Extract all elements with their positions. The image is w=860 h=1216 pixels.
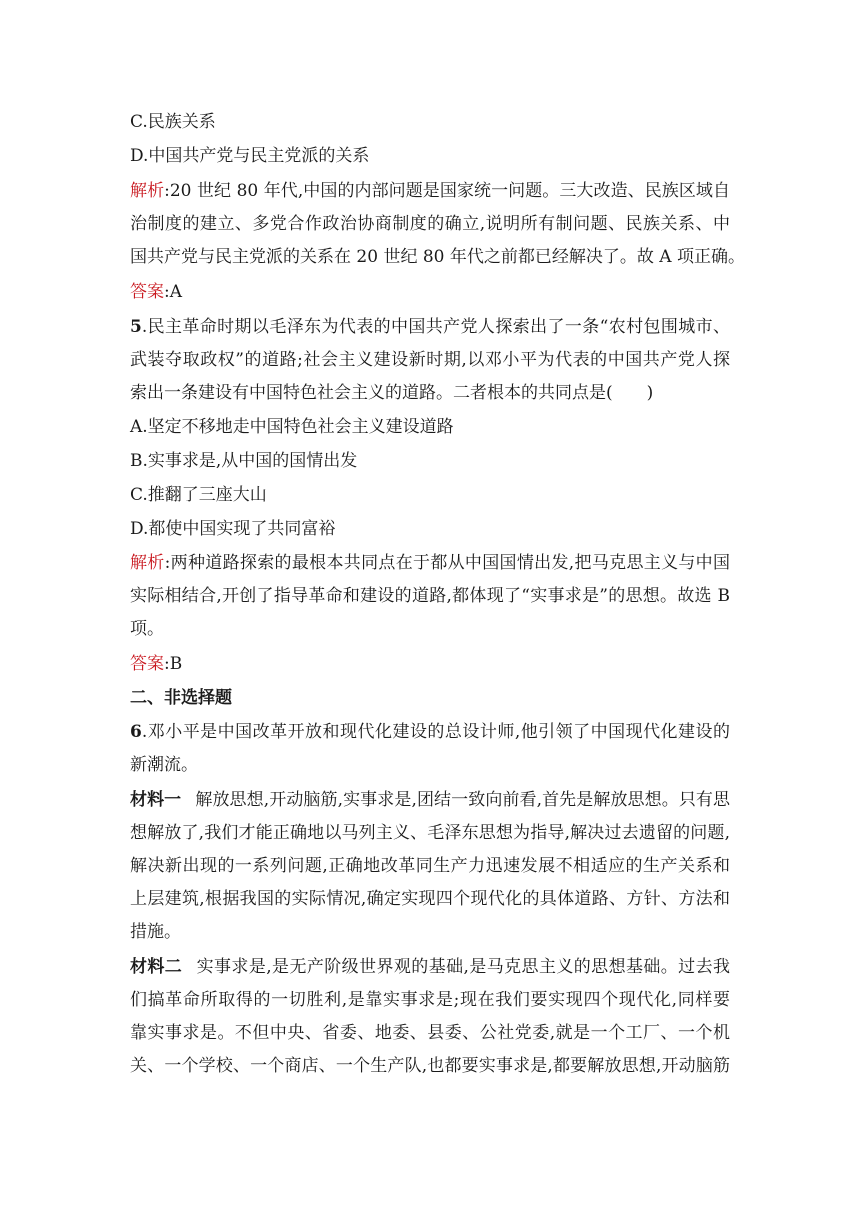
- q5-number: 5: [130, 317, 142, 337]
- q5-analysis-line-3: 项。: [130, 619, 164, 639]
- material1-line-5: 措施。: [130, 922, 181, 942]
- material1-label: 材料一: [130, 790, 182, 810]
- q5-option-c: C.推翻了三座大山: [130, 485, 267, 505]
- q5-answer-value: :B: [164, 654, 183, 674]
- q5-option-a: A.坚定不移地走中国特色社会主义建设道路: [130, 417, 454, 437]
- q5-option-b: B.实事求是,从中国的国情出发: [130, 451, 358, 471]
- answer-label: 答案: [130, 282, 164, 302]
- material1-line-3: 解决新出现的一系列问题,正确地改革同生产力迅速发展不相适应的生产关系和: [130, 856, 730, 876]
- material1-line-1: [130, 788, 730, 812]
- q4-option-c: C.民族关系: [130, 112, 216, 132]
- q4-analysis-text: :20 世纪 80 年代,中国的内部问题是国家统一问题。三大改造、民族区域自: [164, 181, 730, 201]
- q5-option-d: D.都使中国实现了共同富裕: [130, 519, 336, 539]
- q4-answer: [130, 280, 182, 304]
- material1-text: 解放思想,开动脑筋,实事求是,团结一致向前看,首先是解放思想。只有思: [195, 790, 730, 810]
- q4-option-d: D.中国共产党与民主党派的关系: [130, 146, 370, 166]
- q5-stem-line-3: 索出一条建设有中国特色社会主义的道路。二者根本的共同点是( ): [130, 383, 654, 403]
- q4-analysis-line-2: 治制度的建立、多党合作政治协商制度的确立,说明所有制问题、民族关系、中: [130, 214, 730, 234]
- q5-stem-line-1: [130, 315, 730, 339]
- material2-line-4: 关、一个学校、一个商店、一个生产队,也都要实事求是,都要解放思想,开动脑筋: [130, 1056, 730, 1076]
- q5-analysis-text: :两种道路探索的最根本共同点在于都从中国国情出发,把马克思主义与中国: [164, 553, 730, 573]
- q6-stem-line-2: 新潮流。: [130, 755, 198, 775]
- answer-label: 答案: [130, 654, 164, 674]
- q6-number: 6: [130, 722, 142, 742]
- q5-analysis-line-2: 实际相结合,开创了指导革命和建设的道路,都体现了“实事求是”的思想。故选 B: [130, 586, 730, 606]
- material2-line-3: 靠实事求是。不但中央、省委、地委、县委、公社党委,就是一个工厂、一个机: [130, 1023, 730, 1043]
- material2-line-2: 们搞革命所取得的一切胜利,是靠实事求是;现在我们要实现四个现代化,同样要: [130, 990, 730, 1010]
- section-title: 二、非选择题: [130, 688, 232, 708]
- material2-text: 实事求是,是无产阶级世界观的基础,是马克思主义的思想基础。过去我: [196, 957, 730, 977]
- analysis-label: 解析: [130, 553, 165, 573]
- material1-line-4: 上层建筑,根据我国的实际情况,确定实现四个现代化的具体道路、方针、方法和: [130, 889, 730, 909]
- q4-analysis-line-1: [130, 179, 730, 203]
- material1-line-2: 想解放了,我们才能正确地以马列主义、毛泽东思想为指导,解决过去遗留的问题,: [130, 823, 730, 843]
- q5-analysis-line-1: [130, 551, 730, 575]
- material2-line-1: [130, 955, 730, 979]
- q5-answer: [130, 652, 182, 676]
- q4-answer-value: :A: [164, 282, 183, 302]
- material2-label: 材料二: [130, 957, 183, 977]
- q5-stem-text: .民主革命时期以毛泽东为代表的中国共产党人探索出了一条“农村包围城市、: [141, 317, 730, 337]
- q6-stem-line-1: [130, 720, 730, 744]
- q4-analysis-line-3: 国共产党与民主党派的关系在 20 世纪 80 年代之前都已经解决了。故 A 项正确。: [130, 247, 745, 267]
- q5-stem-line-2: 武装夺取政权”的道路;社会主义建设新时期,以邓小平为代表的中国共产党人探: [130, 350, 730, 370]
- analysis-label: 解析: [130, 181, 165, 201]
- q6-stem-text: .邓小平是中国改革开放和现代化建设的总设计师,他引领了中国现代化建设的: [141, 722, 730, 742]
